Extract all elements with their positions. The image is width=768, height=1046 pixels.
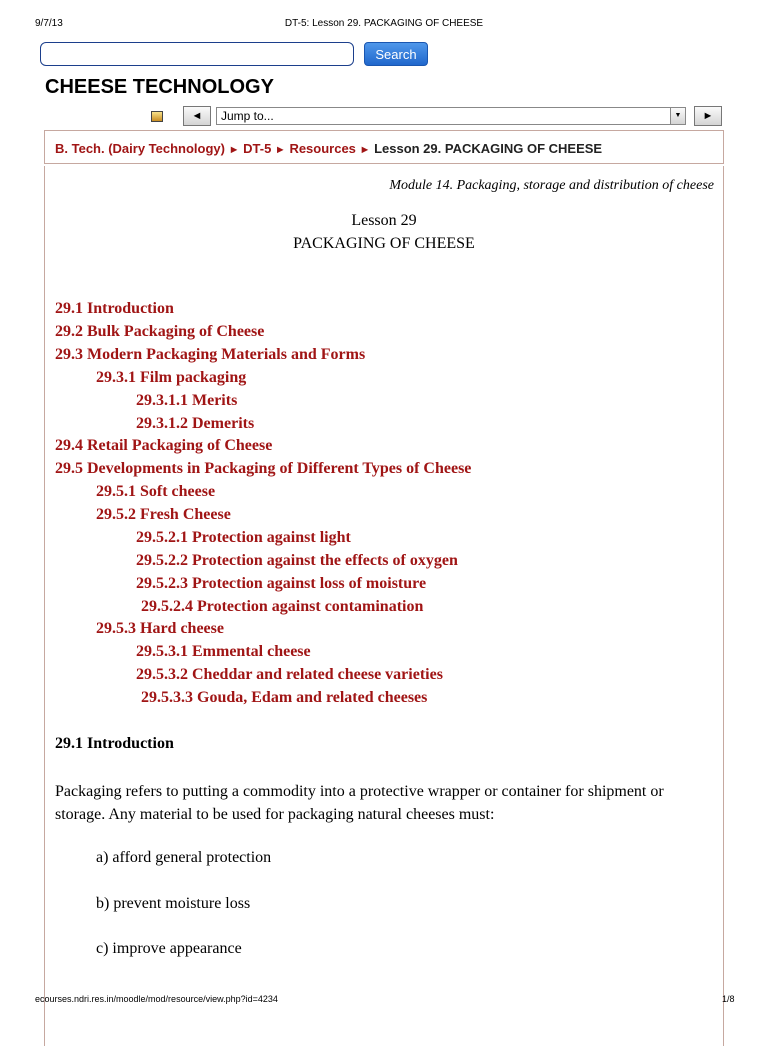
toc-link[interactable]: 29.5.1 Soft cheese: [96, 483, 216, 500]
search-input[interactable]: [40, 42, 354, 66]
toc-link[interactable]: 29.5.3.3 Gouda, Edam and related cheeses: [141, 689, 428, 706]
toc-link[interactable]: 29.5.3.1 Emmental cheese: [136, 643, 311, 660]
chevron-down-icon[interactable]: ▼: [670, 108, 685, 124]
breadcrumb-link-resources[interactable]: Resources: [289, 141, 356, 156]
toc-link[interactable]: 29.5.2 Fresh Cheese: [96, 506, 231, 523]
toc-link[interactable]: 29.5.3 Hard cheese: [96, 620, 224, 637]
toc-link[interactable]: 29.5 Developments in Packaging of Different Types of Cheese: [55, 460, 472, 477]
toc-link[interactable]: 29.3.1 Film packaging: [96, 369, 247, 386]
course-title: CHEESE TECHNOLOGY: [45, 76, 274, 98]
next-button[interactable]: ►: [694, 106, 722, 126]
previous-button[interactable]: ◄: [183, 106, 211, 126]
toc-link[interactable]: 29.5.3.2 Cheddar and related cheese varieties: [136, 666, 443, 683]
toc-link[interactable]: 29.5.2.1 Protection against light: [136, 529, 351, 546]
list-item: c) improve appearance: [96, 940, 242, 957]
intro-paragraph: Packaging refers to putting a commodity into a protective wrapper or container for shipment or storage. Any material to be used for packaging natural cheeses must:: [55, 783, 664, 823]
navigation-bar: [0, 106, 768, 126]
toc-link[interactable]: 29.5.2.4 Protection against contamination: [141, 598, 424, 615]
print-date: 9/7/13: [35, 18, 63, 29]
toc-link[interactable]: 29.5.2.3 Protection against loss of moisture: [136, 575, 427, 592]
list-item: a) afford general protection: [96, 849, 272, 866]
toc-link[interactable]: 29.4 Retail Packaging of Cheese: [55, 437, 273, 454]
breadcrumb-separator-icon: ►: [274, 144, 286, 156]
breadcrumb-current: Lesson 29. PACKAGING OF CHEESE: [374, 141, 603, 156]
toc-link[interactable]: 29.2 Bulk Packaging of Cheese: [55, 323, 265, 340]
footer-page-number: 1/8: [722, 994, 735, 1004]
toc-link[interactable]: 29.3.1.1 Merits: [136, 392, 238, 409]
module-heading: Module 14. Packaging, storage and distribution of cheese: [389, 178, 714, 193]
toc-link[interactable]: 29.5.2.2 Protection against the effects of oxygen: [136, 552, 458, 569]
document-icon: [151, 111, 163, 122]
breadcrumb-separator-icon: ►: [228, 144, 240, 156]
lesson-title: PACKAGING OF CHEESE: [293, 235, 475, 252]
list-item: b) prevent moisture loss: [96, 895, 251, 912]
jump-to-select[interactable]: [216, 107, 686, 125]
breadcrumb: [55, 141, 602, 156]
toc-link[interactable]: 29.3.1.2 Demerits: [136, 415, 255, 432]
toc-link[interactable]: 29.1 Introduction: [55, 300, 174, 317]
search-button[interactable]: Search: [364, 42, 428, 66]
toc-link[interactable]: 29.3 Modern Packaging Materials and Forms: [55, 346, 366, 363]
footer-url: ecourses.ndri.res.in/moodle/mod/resource/view.php?id=4234: [35, 994, 278, 1004]
print-page-title: DT-5: Lesson 29. PACKAGING OF CHEESE: [284, 18, 484, 29]
breadcrumb-box: [44, 130, 724, 164]
lesson-number: Lesson 29: [351, 212, 417, 229]
breadcrumb-separator-icon: ►: [359, 144, 371, 156]
section-heading: 29.1 Introduction: [55, 735, 174, 752]
breadcrumb-link-course[interactable]: B. Tech. (Dairy Technology): [55, 141, 225, 156]
breadcrumb-link-dt5[interactable]: DT-5: [243, 141, 272, 156]
jump-to-label: Jump to...: [221, 109, 274, 123]
